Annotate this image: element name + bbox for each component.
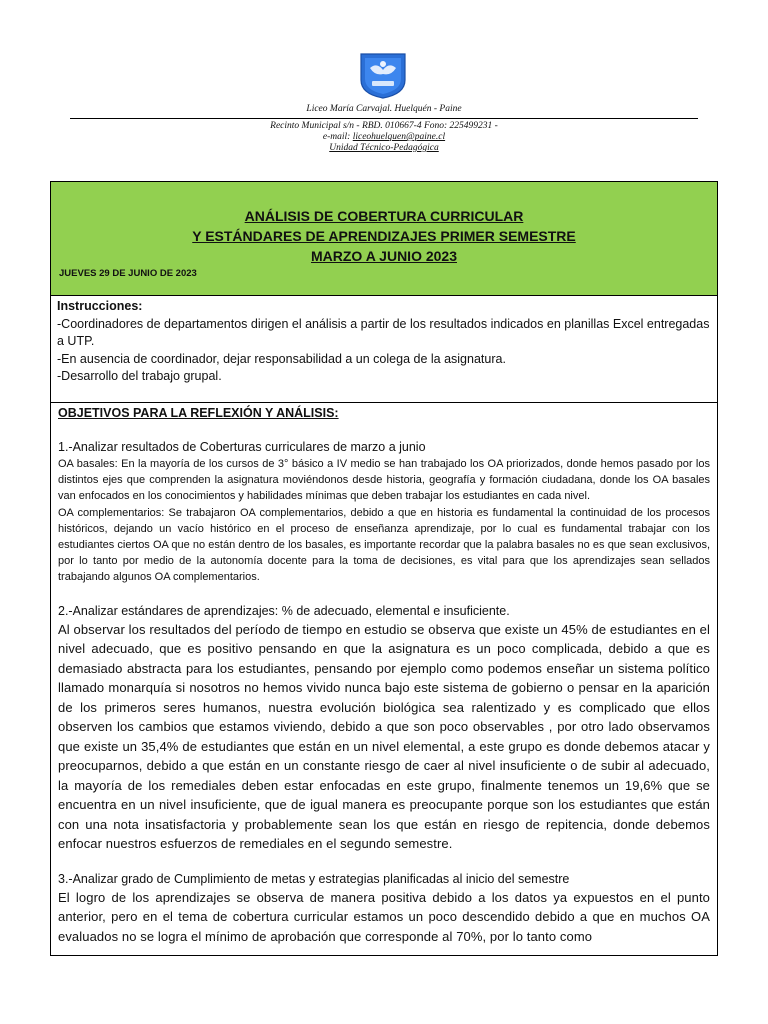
instructions-box [50,295,718,403]
objectives-heading: OBJETIVOS PARA LA REFLEXIÓN Y ANÁLISIS: [58,406,339,420]
objective-1-complementarios: OA complementarios: Se trabajaron OA complementarios, debido a que en historia es fundamental la continuidad de los procesos históricos, dejando un vacío histórico en el proceso de enseñanza aprendizaje, por lo cual es fundamental trabajar con los estudiantes ciertos OA que no están dentro de los basales, es importante recordar que la palabra basales no es que sean exclusivos, por lo tanto por medio de la autonomía docente para la toma de decisiones, es vital para que los aprendizajes sean sellados trabajando algunos OA complementarios. [58,506,710,584]
school-crest-icon [355,50,411,100]
school-email-line [0,132,768,142]
school-department: Unidad Técnico-Pedagógica [329,143,439,153]
email-label: e-mail: [322,132,353,142]
instruction-item: -Desarrollo del trabajo grupal. [57,369,222,383]
instructions-heading: Instrucciones: [57,299,143,313]
title-block [51,206,717,266]
objective-2-title: 2.-Analizar estándares de aprendizajes: % de adecuado, elemental e insuficiente. [58,603,510,618]
title-box [50,181,718,296]
objective-3-analysis: El logro de los aprendizajes se observa de manera positiva debido a los datos ya expuestos en el punto anterior, pero en el tema de cobertura curricular estamos un poco descendido debido a que en muchos OA evaluados no se logra el mínimo de aprobación que corresponde al 70%, por lo tanto como [58,889,710,944]
title-line-1: ANÁLISIS DE COBERTURA CURRICULAR [244,208,524,224]
school-name: Liceo María Carvajal. Huelquén - Paine [306,104,462,114]
school-logo [355,50,411,100]
instruction-item: -En ausencia de coordinador, dejar responsabilidad a un colega de la asignatura. [57,351,506,366]
objective-3-title: 3.-Analizar grado de Cumplimiento de metas y estrategias planificadas al inicio del semestre [58,871,570,886]
instruction-item: -Coordinadores de departamentos dirigen el análisis a partir de los resultados indicados en planillas Excel entregadas a UTP. [57,316,710,348]
objective-1-basales: OA basales: En la mayoría de los cursos de 3° básico a IV medio se han trabajado los OA priorizados, donde hemos pasado por los distintos ejes que comprenden la asignatura moviéndonos desde historia, geografía y formación ciudadana, donde los OA basales van enfocados en los conocimientos y habilidades mínimas que deben trabajar los estudiantes en cada nivel. [58,458,710,503]
objective-1-title: 1.-Analizar resultados de Coberturas curriculares de marzo a junio [58,440,426,454]
objectives-box [50,402,718,956]
header-divider [70,118,698,119]
objective-2-analysis: Al observar los resultados del período de tiempo en estudio se observa que existe un 45% de estudiantes en el nivel adecuado, que es positivo pensando en que la asignatura es un poco complicada, debido a que es demasiado abstracta para los estudiantes, pensando por ejemplo como podemos enseñar un sistema político llamado monarquía si nosotros no hemos vivido nunca bajo este sistema de gobierno o pensar en la aparición de los primeros seres humanos, nuestra evolución biológica sea ralentizado y es complicado que ellos observen los cambios que estamos viviendo, debido a que son poco observables , por otro lado observamos que existe un 35,4% de estudiantes que están en un nivel elemental, a este grupo es donde debemos atacar y preocuparnos, debido a que están en un constante riesgo de caer al nivel insuficiente o de subir al adecuado, la mayoría de los remediales deben estar enfocadas en este grupo, finalmente tenemos un 19,6% que se encuentra en un nivel insuficiente, que de igual manera es preocupante porque son los estudiantes que están con una nota insatisfactoria y probablemente sean los que están en riesgo de repitencia, donde debemos enfocar nuestros esfuerzos de remediales en el segundo semestre. [58,621,710,852]
title-line-3: MARZO A JUNIO 2023 [311,248,457,264]
title-line-2: Y ESTÁNDARES DE APRENDIZAJES PRIMER SEMESTRE [192,228,576,244]
school-address: Recinto Municipal s/n - RBD. 010667-4 Fono: 225499231 - [270,121,498,131]
document-date: JUEVES 29 DE JUNIO DE 2023 [59,268,197,279]
email-link[interactable]: liceohuelquen@paine.cl [352,132,446,142]
